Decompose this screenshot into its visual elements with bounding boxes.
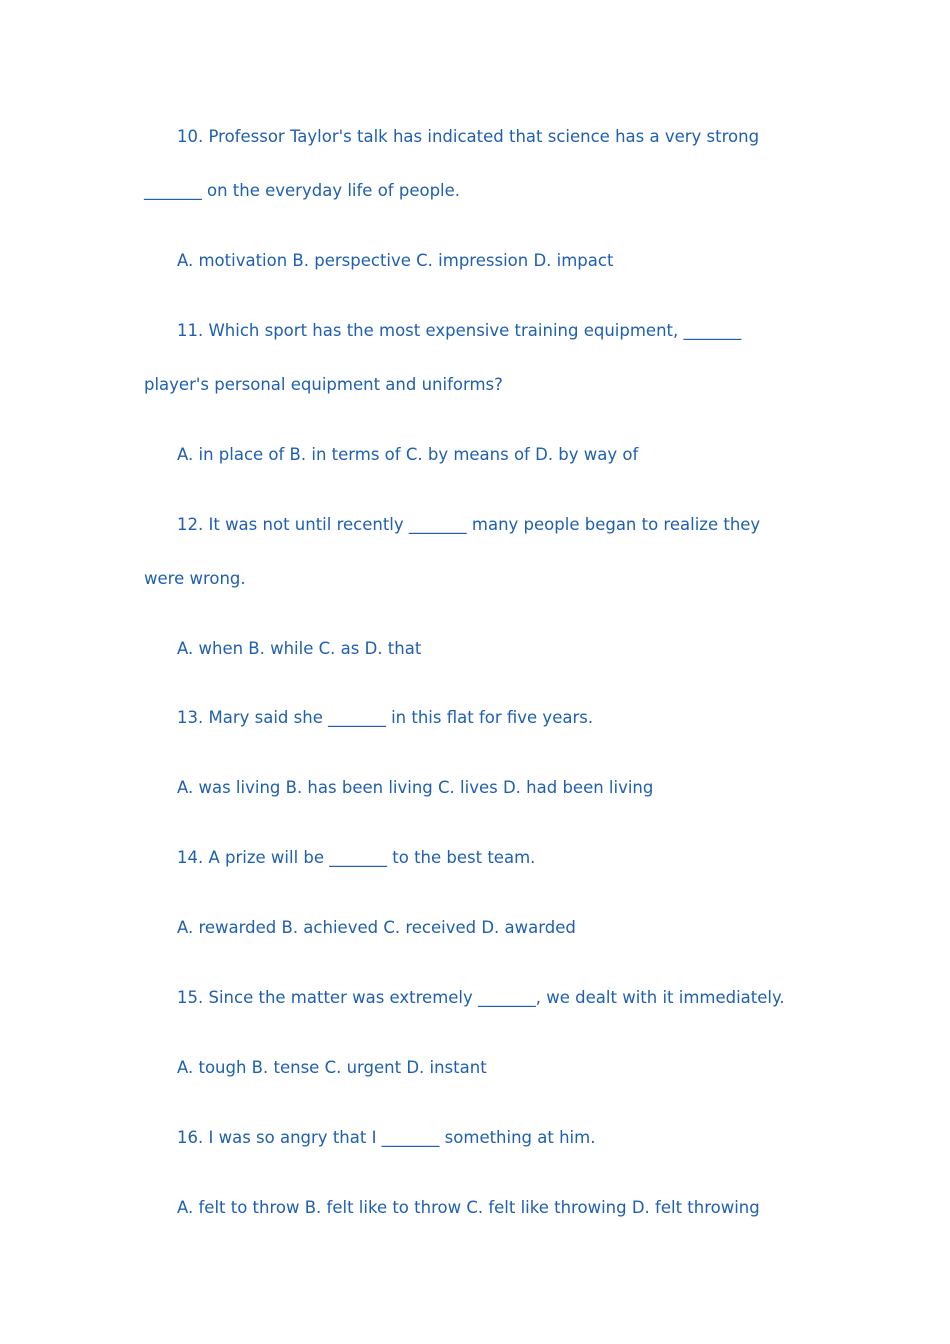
question-11-options: A. in place of B. in terms of C. by means of D. by way of (177, 445, 639, 464)
question-16-text: 16. I was so angry that I _______ something at him. (177, 1128, 596, 1147)
question-14-text: 14. A prize will be _______ to the best team. (177, 848, 536, 867)
question-15-options: A. tough B. tense C. urgent D. instant (177, 1058, 487, 1077)
question-12-text-line-1: 12. It was not until recently _______ many people began to realize they (177, 515, 761, 534)
question-12-text-line-2: were wrong. (144, 569, 246, 588)
question-10-text-line-2: _______ on the everyday life of people. (144, 181, 461, 200)
question-16-options: A. felt to throw B. felt like to throw C. felt like throwing D. felt throwing (177, 1198, 760, 1217)
question-10-options: A. motivation B. perspective C. impression D. impact (177, 251, 614, 270)
question-15-text: 15. Since the matter was extremely _______, we dealt with it immediately. (177, 988, 785, 1007)
question-11-text-line-1: 11. Which sport has the most expensive training equipment, _______ (177, 321, 742, 340)
question-12-options: A. when B. while C. as D. that (177, 639, 422, 658)
question-14-options: A. rewarded B. achieved C. received D. awarded (177, 918, 576, 937)
question-10-text-line-1: 10. Professor Taylor's talk has indicated that science has a very strong (177, 127, 760, 146)
question-13-options: A. was living B. has been living C. lives D. had been living (177, 778, 654, 797)
question-11-text-line-2: player's personal equipment and uniforms? (144, 375, 503, 394)
question-13-text: 13. Mary said she _______ in this flat for five years. (177, 708, 594, 727)
